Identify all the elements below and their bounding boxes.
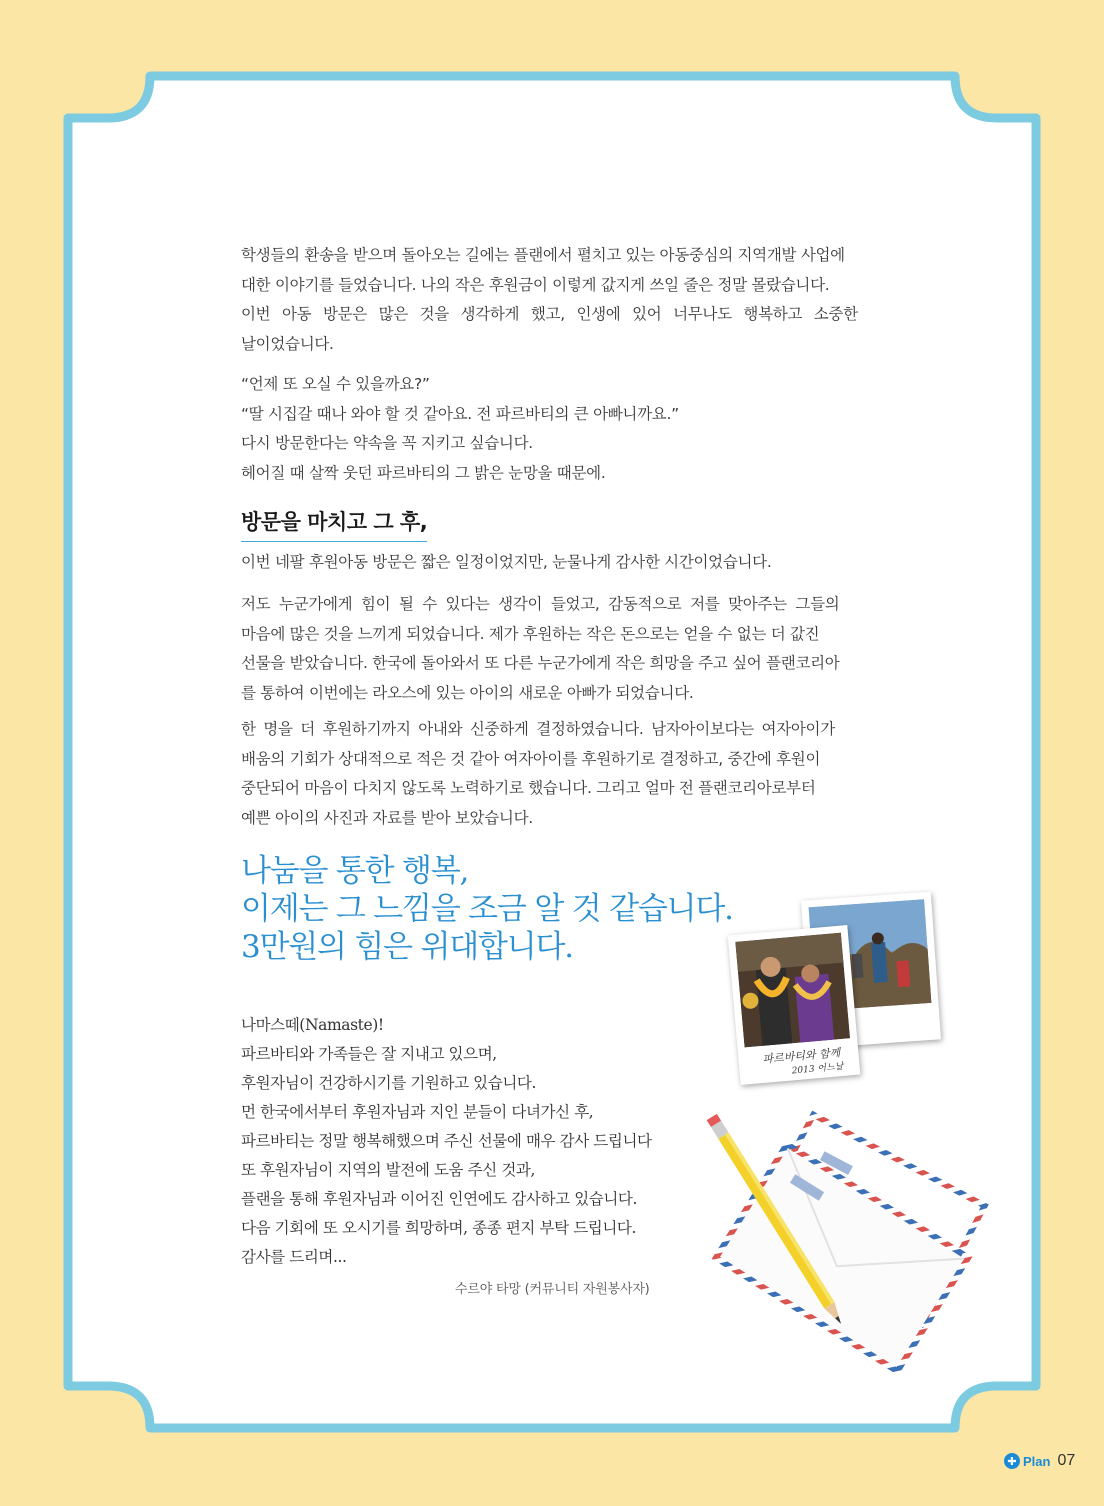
- text-line: “언제 또 오실 수 있을까요?”: [241, 375, 430, 393]
- text-line: “딸 시집갈 때나 와야 할 것 같아요. 전 파르바티의 큰 아빠니까요.”: [241, 404, 679, 423]
- letter-line: 플랜을 통해 후원자님과 이어진 인연에도 감사하고 있습니다.: [241, 1190, 638, 1208]
- section-heading: 방문을 마치고 그 후,: [241, 506, 427, 542]
- text-line: 예쁜 아이의 사진과 자료를 받아 보았습니다.: [241, 808, 533, 827]
- letter-line: 감사를 드리며...: [241, 1248, 347, 1266]
- paragraph-2: [241, 370, 865, 488]
- quote-line: 나눔을 통한 행복,: [241, 853, 469, 889]
- photo-caption-line2: 2013 어느날: [791, 1061, 844, 1077]
- letter-body: [241, 1011, 652, 1272]
- page-number: 07: [1057, 1452, 1076, 1469]
- text-line: 를 통하여 이번에는 라오스에 있는 아이의 새로운 아빠가 되었습니다.: [241, 683, 694, 702]
- text-line: 선물을 받았습니다. 한국에 돌아와서 또 다른 누군가에게 작은 희망을 주고 싶어 플랜코리아: [241, 654, 840, 672]
- text-line: 학생들의 환송을 받으며 돌아오는 길에는 플랜에서 펼치고 있는 아동중심의 지역개발 사업에: [241, 246, 845, 264]
- letter-line: 후원자님이 건강하시기를 기원하고 있습니다.: [241, 1074, 536, 1092]
- letter-line: 또 후원자님이 지역의 발전에 도움 주신 것과,: [241, 1161, 536, 1179]
- letter-line: 파르바티는 정말 행복해했으며 주신 선물에 매우 감사 드립니다: [241, 1132, 652, 1150]
- photo-caption-line1: 파르바티와 함께: [762, 1046, 841, 1066]
- text-line: 마음에 많은 것을 느끼게 되었습니다. 제가 후원하는 작은 돈으로는 얻을 수 없는 더 값진: [241, 624, 820, 643]
- letter-line: 다음 기회에 또 오시기를 희망하며, 종종 편지 부탁 드립니다.: [241, 1219, 637, 1237]
- letter-line: 먼 한국에서부터 후원자님과 지인 분들이 다녀가신 후,: [241, 1103, 594, 1121]
- text-line: 저도 누군가에게 힘이 될 수 있다는 생각이 들었고, 감동적으로 저를 맞아주는 그들의: [241, 595, 840, 613]
- text-line: 한 명을 더 후원하기까지 아내와 신중하게 결정하였습니다. 남자아이보다는 여자아이가: [241, 720, 835, 738]
- plan-logo-icon: ✚: [1004, 1453, 1020, 1469]
- paragraph-1: [241, 241, 865, 359]
- plan-logo: [1004, 1453, 1050, 1469]
- quote-line: 3만원의 힘은 위대합니다.: [241, 929, 573, 965]
- letter-line: 파르바티와 가족들은 잘 지내고 있으며,: [241, 1045, 497, 1063]
- text-line: 날이었습니다.: [241, 334, 334, 353]
- paragraph-5: [241, 715, 865, 833]
- quote-line: 이제는 그 느낌을 조금 알 것 같습니다.: [241, 891, 733, 927]
- paragraph-3: [241, 548, 865, 578]
- text-line: 대한 이야기를 들었습니다. 나의 작은 후원금이 이렇게 값지게 쓰일 줄은 정말 몰랐습니다.: [241, 275, 830, 294]
- text-line: 중단되어 마음이 다치지 않도록 노력하기로 했습니다. 그리고 얼마 전 플랜코리아로부터: [241, 779, 816, 797]
- text-line: 배움의 기회가 상대적으로 적은 것 같아 여자아이를 후원하기로 결정하고, 중간에 후원이: [241, 749, 821, 768]
- text-line: 헤어질 때 살짝 웃던 파르바티의 그 밝은 눈망울 때문에.: [241, 463, 606, 482]
- paragraph-4: [241, 590, 865, 708]
- pull-quote: [241, 852, 733, 966]
- text-line: 이번 아동 방문은 많은 것을 생각하게 했고, 인생에 있어 너무나도 행복하고 소중한: [241, 305, 858, 323]
- photo-image-people: [735, 933, 850, 1048]
- letter-line: 나마스떼(Namaste)!: [241, 1016, 384, 1034]
- plan-logo-text: Plan: [1023, 1453, 1051, 1469]
- page-footer: [1004, 1452, 1075, 1470]
- photo-front: [728, 925, 861, 1085]
- text-line: 다시 방문한다는 약속을 꼭 지키고 싶습니다.: [241, 434, 533, 452]
- letter-signature: 수르야 타망 (커뮤니티 자원봉사자): [455, 1282, 650, 1297]
- envelopes-illustration: [680, 1110, 1000, 1390]
- text-line: 이번 네팔 후원아동 방문은 짧은 일정이었지만, 눈물나게 감사한 시간이었습니다.: [241, 553, 772, 571]
